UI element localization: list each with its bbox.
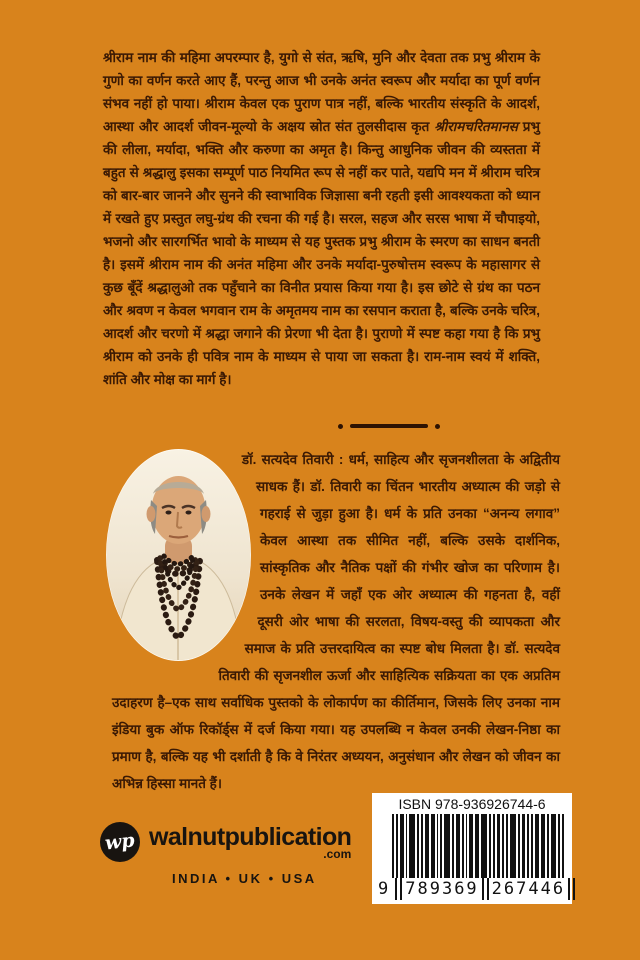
book-title: श्रीरामचरितमानस bbox=[434, 119, 518, 134]
barcode-digit-group: 267446 bbox=[491, 879, 566, 899]
author-name: डॉ. सत्यदेव तिवारी bbox=[241, 452, 334, 467]
isbn-barcode bbox=[372, 793, 572, 904]
barcode-digit-group: 789369 bbox=[405, 879, 479, 899]
synopsis-text bbox=[103, 46, 540, 391]
author-section bbox=[112, 446, 560, 797]
publisher-tld: .com bbox=[323, 847, 352, 861]
barcode-digits bbox=[378, 878, 566, 900]
publisher-logo-block bbox=[100, 822, 351, 886]
isbn-label: ISBN 978-936926744-6 bbox=[398, 796, 546, 812]
section-divider bbox=[338, 423, 440, 429]
author-bio: : धर्म, साहित्य और सृजनशीलता के अद्वितीय साधक हैं। डॉ. तिवारी का चिंतन भारतीय अध्यात्म की जड़ो से गहराई से जुड़ा हुआ है। धर्म के प्रति उनका “अनन्य लगाव” केवल आस्था तक सीमित नहीं, बल्कि उसके दार्शनिक, सांस्कृतिक और नैतिक पक्षों की गंभीर खोज का परिणाम है। उनके लेखन में जहाँ एक ओर अध्यात्म की गहनता है, वहीं दूसरी ओर भाषा की सरलता, विषय-वस्तु की व्यापकता और समाज के प्रति उत्तरदायित्व का स्पष्ट बोध मिलता है। डॉ. सत्यदेव तिवारी की सृजनशील ऊर्जा और साहित्यिक सक्रियता का एक अप्रतिम उदाहरण है–एक साथ सर्वाधिक पुस्तको के लोकार्पण का कीर्तिमान, जिसके लिए उनका नाम इंडिया बुक ऑफ रिकॉर्ड्स में दर्ज किया गया। यह उपलब्धि न केवल उनकी लेखन-निष्ठा का प्रमाण है, बल्कि यह भी दर्शाती है कि वे निरंतर अध्ययन, अनुसंधान और लेखन को जीवन का अभिन्न हिस्सा मानते हैं। bbox=[112, 452, 560, 791]
publisher-countries: INDIA • UK • USA bbox=[172, 871, 317, 886]
barcode-bars bbox=[378, 814, 566, 878]
divider-rule bbox=[350, 424, 428, 428]
wp-monogram: wp bbox=[104, 829, 136, 854]
divider-dot-left bbox=[338, 424, 343, 429]
author-portrait-photo bbox=[105, 448, 252, 662]
synopsis-part1: श्रीराम नाम की महिमा अपरम्पार है, युगो से संत, ऋषि, मुनि और देवता तक प्रभु श्रीराम के गुणो का वर्णन करते आए हैं, परन्तु आज भी उनके अनंत स्वरूप और मर्यादा का पूर्ण वर्णन संभव नहीं हो पाया। श्रीराम केवल एक पुराण पात्र नहीं, बल्कि भारतीय संस्कृति के आदर्श, आस्था और आदर्श जीवन-मूल्यो के अक्षय स्रोत संत तुलसीदास कृत bbox=[103, 50, 540, 134]
divider-dot-right bbox=[435, 424, 440, 429]
walnut-publication-icon bbox=[100, 822, 140, 862]
barcode-digit-group: 9 bbox=[378, 879, 391, 899]
synopsis-part2: प्रभु की लीला, मर्यादा, भक्ति और करुणा का अमृत है। किन्तु आधुनिक जीवन की व्यस्तता में बहुत से श्रद्धालु इसका सम्पूर्ण पाठ नियमित रूप से नहीं कर पाते, यद्यपि मन में श्रीराम चरित्र को बार-बार जानने और सुनने की स्वाभाविक जिज्ञासा बनी रहती इसी आवश्यकता को ध्यान में रखते हुए प्रस्तुत लघु-ग्रंथ की रचना की गई है। सरल, सहज और सरस भाषा में चौपाइयो, भजनो और सारगर्भित भावो के माध्यम से यह पुस्तक प्रभु श्रीराम के स्मरण का साधन बनती है। इसमें श्रीराम नाम की अनंत महिमा और उनके मर्यादा-पुरुषोत्तम स्वरूप के महासागर से कुछ बूँदें श्रद्धालुओ तक पहुँचाने का विनीत प्रयास किया गया है। इस छोटे से ग्रंथ का पठन और श्रवण न केवल भगवान राम के अमृतमय नाम का रसपान कराता है, बल्कि उनके चरित्र, आदर्श और चरणो में श्रद्धा जगाने की प्रेरणा भी देता है। पुराणो में स्पष्ट कहा गया है कि प्रभु श्रीराम को उनके ही पवित्र नाम के माध्यम से पाया जा सकता है। राम-नाम स्वयं में शक्ति, शांति और मोक्ष का मार्ग है। bbox=[103, 119, 540, 387]
barcode-guard bbox=[392, 878, 405, 900]
barcode-guard bbox=[479, 878, 492, 900]
barcode-guard bbox=[565, 878, 578, 900]
publisher-name: walnutpublication bbox=[149, 823, 352, 851]
